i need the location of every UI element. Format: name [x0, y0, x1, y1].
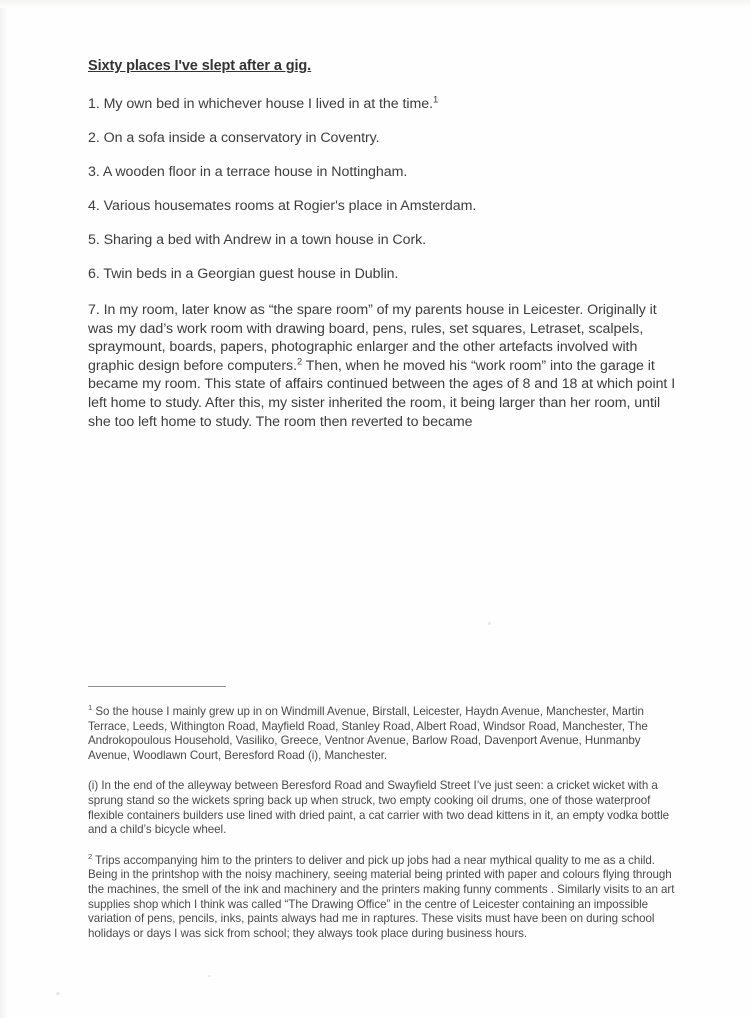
- scan-edge-artifact-top: [0, 0, 750, 8]
- list-item-text: On a sofa inside a conservatory in Coventry.: [103, 130, 380, 146]
- footnote-marker: 2: [296, 356, 303, 367]
- list-item: [88, 232, 680, 249]
- footnote-entry: [88, 779, 682, 837]
- list-item-number: 6.: [88, 266, 100, 282]
- footnote-marker: 1: [88, 703, 93, 713]
- footnote-entry: [88, 851, 682, 942]
- footnotes-section: [88, 686, 682, 941]
- list-item: [88, 266, 680, 283]
- list-item-text: My own bed in whichever house I lived in at the time.: [103, 96, 433, 112]
- list-item: [88, 164, 680, 181]
- footnote-text: So the house I mainly grew up in on Windmill Avenue, Birstall, Leicester, Haydn Avenue, Manchester, Martin Terrace, Leeds, Withington Road, Mayfield Road, Stanley Road, Albert Road, Windsor Road, Manchester, The Androkopoulous Household, Vasiliko, Greece, Ventnor Avenue, Barlow Road, Davenport Avenue, Hunmanby Avenue, Woodlawn Court, Beresford Road (i), Manchester.: [88, 705, 648, 762]
- scan-speck: [56, 992, 60, 995]
- list-item-text: Sharing a bed with Andrew in a town house in Cork.: [103, 232, 427, 248]
- footnote-text: In the end of the alleyway between Beresford Road and Swayfield Street I’ve just seen: a cricket wicket with a sprung stand so the wickets spring back up when struck, two empty cooking oil drums, one of those waterproof flexible containers builders use lined with dried paint, a cat carrier with two dead kittens in it, an empty vodka bottle and a child’s bicycle wheel.: [88, 779, 670, 837]
- footnote-separator-rule: [88, 686, 226, 687]
- list-item-number: 4.: [88, 198, 100, 214]
- list-item-text-part1: In my room, later know as “the spare room” of my parents house in Leicester. Originally it was my dad’s work room with drawing board, pens, rules, set squares, Letraset, scalpels, spraymount, boards, papers, photographic enlarger and the other artefacts involved with graphic design before computers.: [88, 302, 657, 374]
- footnote-marker: (i): [88, 779, 99, 793]
- list-item-number: 1.: [88, 96, 100, 112]
- list-item-number: 7.: [88, 302, 100, 318]
- scan-speck: [488, 622, 491, 625]
- scan-speck: [208, 975, 211, 977]
- list-item-paragraph: [88, 301, 680, 431]
- list-item-number: 2.: [88, 130, 100, 146]
- list-item-text: Various housemates rooms at Rogier's place in Amsterdam.: [103, 198, 477, 214]
- page-title: Sixty places I've slept after a gig.: [88, 58, 312, 74]
- list-item: [88, 96, 680, 113]
- document-body: [88, 58, 680, 431]
- list-item-text-part2: Then, when he moved his “work room” into the garage it became my room. This state of affairs continued between the ages of 8 and 18 at which point I left home to study. After this, my sister inherited the room, it being larger than her room, until she too left home to study. The room then reverted to became: [88, 357, 676, 430]
- list-item: [88, 130, 680, 147]
- list-item-text: Twin beds in a Georgian guest house in Dublin.: [103, 266, 399, 282]
- footnote-marker: 1: [433, 94, 439, 105]
- list-item-text: A wooden floor in a terrace house in Nottingham.: [102, 164, 408, 180]
- list-item-number: 5.: [88, 232, 100, 248]
- footnote-text: Trips accompanying him to the printers to deliver and pick up jobs had a near mythical quality to me as a child. Being in the printshop with the noisy machinery, seeing material being printed with paper and colours flying through the machines, the smell of the ink and machinery and the printers making funny comments . Similarly visits to an art supplies shop which I think was called “The Drawing Office” in the centre of Leicester containing an impossible variation of pens, pencils, inks, paints always had me in raptures. These visits must have been on during school holidays or days I was sick from school; they always took place during business hours.: [88, 853, 675, 940]
- scan-edge-artifact-left: [0, 0, 10, 1018]
- footnote-marker: 2: [88, 851, 93, 861]
- list-item-number: 3.: [88, 164, 100, 180]
- list-item: [88, 198, 680, 215]
- footnote-entry: [88, 705, 682, 763]
